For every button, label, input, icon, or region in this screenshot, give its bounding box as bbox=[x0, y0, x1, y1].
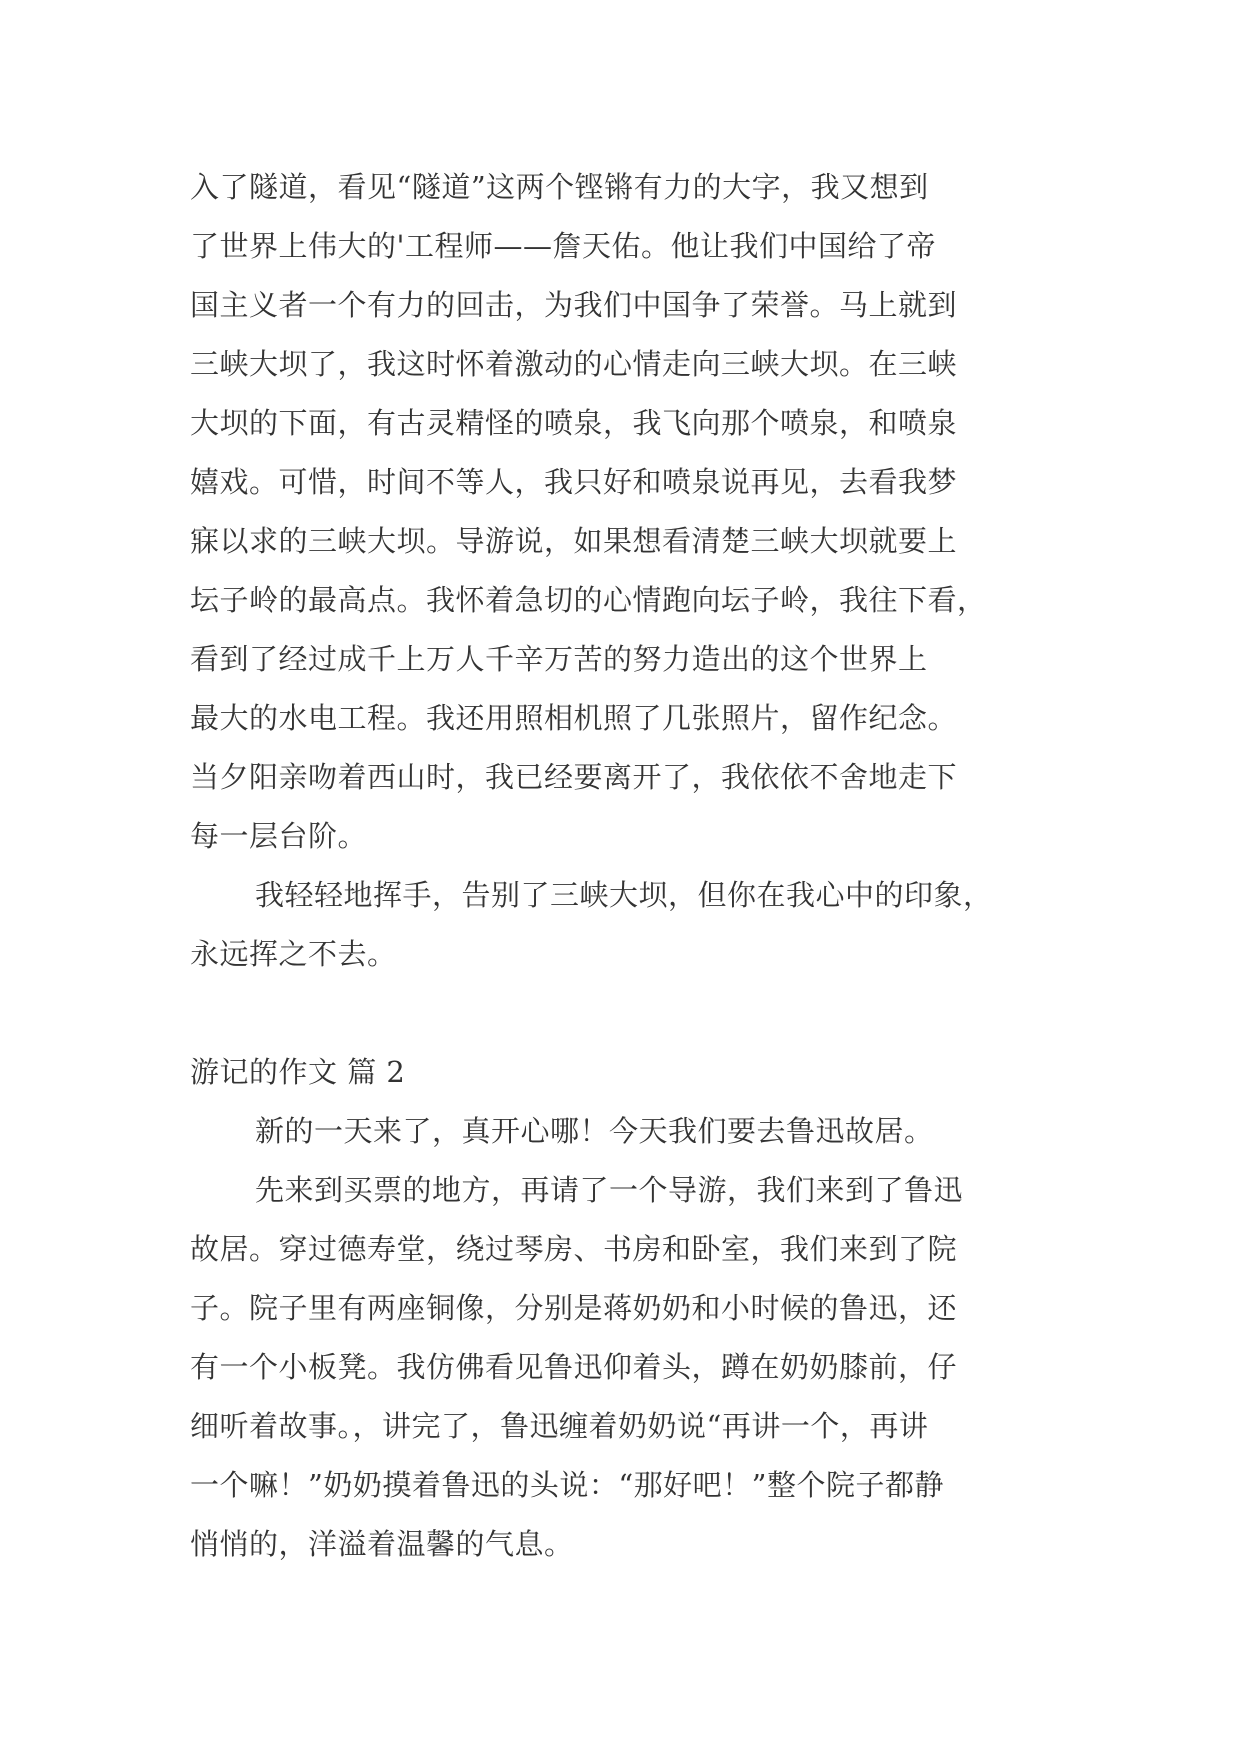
section-heading: 游记的作文 篇 2 bbox=[190, 1055, 406, 1089]
text-line: 坛子岭的最高点。我怀着急切的心情跑向坛子岭，我往下看， bbox=[190, 583, 987, 617]
text-line: 了世界上伟大的'工程师——詹天佑。他让我们中国给了帝 bbox=[190, 229, 936, 263]
text-line: 最大的水电工程。我还用照相机照了几张照片，留作纪念。 bbox=[190, 701, 958, 735]
text-line: 子。院子里有两座铜像，分别是蒋奶奶和小时候的鲁迅，还 bbox=[190, 1291, 958, 1325]
text-line: 寐以求的三峡大坝。导游说，如果想看清楚三峡大坝就要上 bbox=[190, 524, 958, 558]
paragraph-continuation bbox=[190, 158, 1090, 866]
text-line: 永远挥之不去。 bbox=[190, 937, 397, 971]
text-line: 当夕阳亲吻着西山时，我已经要离开了，我依依不舍地走下 bbox=[190, 760, 958, 794]
text-line: 故居。穿过德寿堂，绕过琴房、书房和卧室，我们来到了院 bbox=[190, 1232, 958, 1266]
text-line: 一个嘛！”奶奶摸着鲁迅的头说：“那好吧！”整个院子都静 bbox=[190, 1468, 944, 1502]
text-line: 看到了经过成千上万人千辛万苦的努力造出的这个世界上 bbox=[190, 642, 928, 676]
text-line: 悄悄的，洋溢着温馨的气息。 bbox=[190, 1527, 574, 1561]
paragraph-farewell bbox=[190, 866, 1090, 984]
text-line: 入了隧道，看见“隧道”这两个铿锵有力的大字，我又想到 bbox=[190, 170, 929, 204]
text-line: 有一个小板凳。我仿佛看见鲁迅仰着头，蹲在奶奶膝前，仔 bbox=[190, 1350, 958, 1384]
document-body bbox=[190, 158, 1090, 1574]
text-line: 新的一天来了，真开心哪！今天我们要去鲁迅故居。 bbox=[255, 1114, 934, 1148]
text-line: 细听着故事。，讲完了，鲁迅缠着奶奶说“再讲一个，再讲 bbox=[190, 1409, 929, 1443]
text-line: 国主义者一个有力的回击，为我们中国争了荣誉。马上就到 bbox=[190, 288, 958, 322]
text-line: 我轻轻地挥手，告别了三峡大坝，但你在我心中的印象， bbox=[255, 878, 993, 912]
text-line: 先来到买票的地方，再请了一个导游，我们来到了鲁迅 bbox=[255, 1173, 964, 1207]
paragraph-visit bbox=[190, 1161, 1090, 1574]
text-line: 三峡大坝了，我这时怀着激动的心情走向三峡大坝。在三峡 bbox=[190, 347, 958, 381]
text-line: 嬉戏。可惜，时间不等人，我只好和喷泉说再见，去看我梦 bbox=[190, 465, 958, 499]
paragraph-intro bbox=[190, 1102, 1090, 1161]
text-line: 大坝的下面，有古灵精怪的喷泉，我飞向那个喷泉，和喷泉 bbox=[190, 406, 958, 440]
text-line: 每一层台阶。 bbox=[190, 819, 368, 853]
